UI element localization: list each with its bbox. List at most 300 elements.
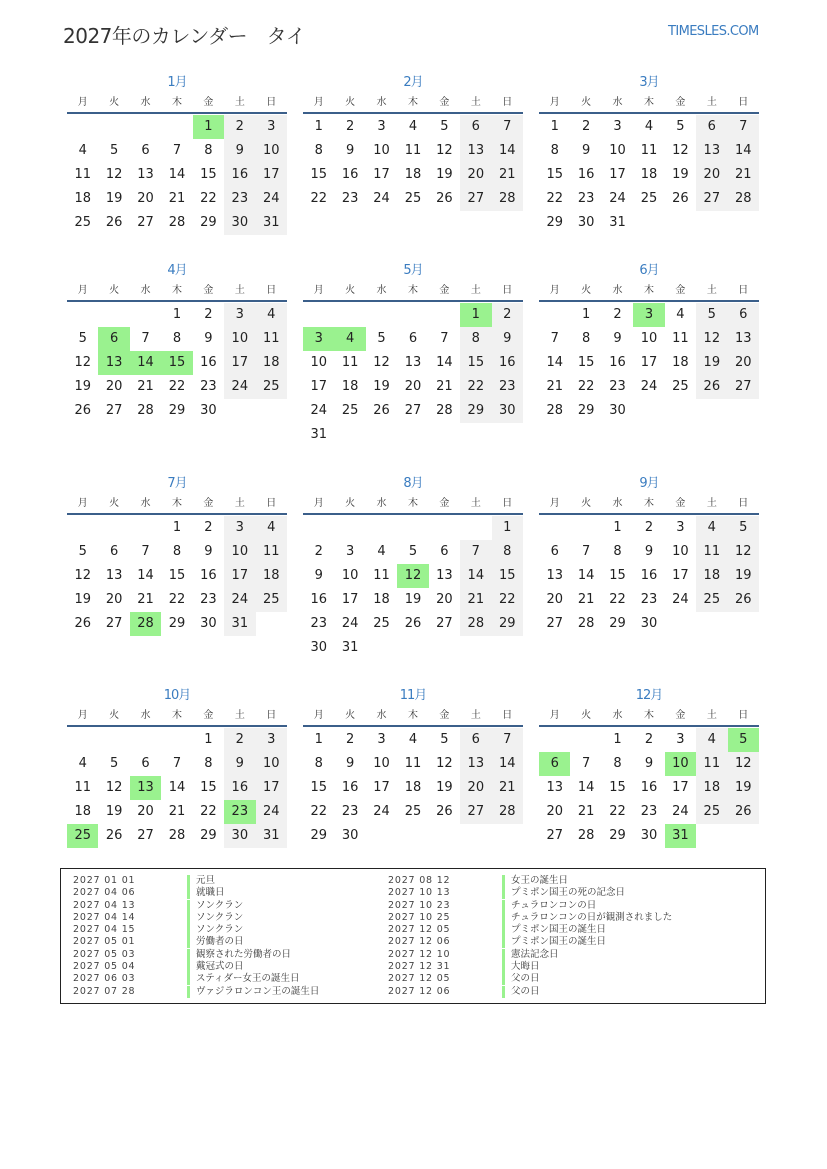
day-cell[interactable]: 17 <box>373 780 390 795</box>
day-cell[interactable]: 14 <box>492 752 523 776</box>
day-cell[interactable]: 23 <box>224 800 255 824</box>
day-cell[interactable]: 10 <box>665 752 696 776</box>
day-cell[interactable]: 29 <box>577 403 595 418</box>
day-cell[interactable]: 4 <box>78 756 87 771</box>
day-cell[interactable]: 11 <box>696 540 727 564</box>
day-cell[interactable]: 10 <box>256 139 287 163</box>
day-cell[interactable]: 6 <box>408 331 418 346</box>
day-cell[interactable]: 25 <box>672 379 689 394</box>
day-cell[interactable]: 22 <box>492 588 523 612</box>
day-cell[interactable]: 8 <box>172 544 182 559</box>
day-cell[interactable]: 15 <box>168 568 186 583</box>
day-cell[interactable]: 15 <box>310 167 327 182</box>
day-cell[interactable]: 15 <box>200 780 217 795</box>
day-cell[interactable]: 6 <box>550 544 559 559</box>
day-cell[interactable]: 17 <box>341 592 359 607</box>
day-cell[interactable]: 12 <box>696 327 727 351</box>
day-cell[interactable]: 4 <box>408 119 418 134</box>
day-cell[interactable]: 28 <box>137 403 154 418</box>
day-cell[interactable]: 22 <box>168 379 186 394</box>
day-cell[interactable]: 30 <box>224 211 255 235</box>
day-cell[interactable]: 21 <box>577 592 595 607</box>
day-cell[interactable]: 9 <box>581 143 591 158</box>
day-cell[interactable]: 22 <box>609 804 626 819</box>
day-cell[interactable]: 6 <box>109 544 119 559</box>
day-cell[interactable]: 11 <box>404 143 422 158</box>
day-cell[interactable]: 7 <box>581 544 591 559</box>
day-cell[interactable]: 9 <box>613 331 622 346</box>
day-cell[interactable]: 25 <box>404 804 422 819</box>
day-cell[interactable]: 15 <box>609 568 626 583</box>
day-cell[interactable]: 10 <box>373 143 390 158</box>
day-cell[interactable]: 8 <box>314 143 323 158</box>
day-cell[interactable]: 30 <box>577 215 595 230</box>
day-cell[interactable]: 7 <box>492 728 523 752</box>
day-cell[interactable]: 17 <box>672 568 689 583</box>
day-cell[interactable]: 30 <box>640 616 658 631</box>
day-cell[interactable]: 16 <box>640 568 658 583</box>
day-cell[interactable]: 19 <box>672 167 689 182</box>
day-cell[interactable]: 26 <box>696 375 727 399</box>
day-cell[interactable]: 31 <box>256 211 287 235</box>
day-cell[interactable]: 5 <box>109 756 119 771</box>
day-cell[interactable]: 23 <box>310 616 327 631</box>
day-cell[interactable]: 27 <box>105 616 123 631</box>
day-cell[interactable]: 19 <box>373 379 390 394</box>
day-cell[interactable]: 6 <box>141 143 150 158</box>
day-cell[interactable]: 18 <box>341 379 359 394</box>
day-cell[interactable]: 17 <box>224 351 255 375</box>
day-cell[interactable]: 28 <box>492 187 523 211</box>
day-cell[interactable]: 21 <box>492 776 523 800</box>
day-cell[interactable]: 12 <box>105 167 123 182</box>
day-cell[interactable]: 24 <box>224 588 255 612</box>
day-cell[interactable]: 8 <box>204 143 213 158</box>
day-cell[interactable]: 3 <box>224 516 255 540</box>
day-cell[interactable]: 28 <box>546 403 563 418</box>
day-cell[interactable]: 11 <box>256 540 287 564</box>
day-cell[interactable]: 11 <box>404 756 422 771</box>
day-cell[interactable]: 4 <box>78 143 87 158</box>
day-cell[interactable]: 5 <box>440 732 449 747</box>
day-cell[interactable]: 31 <box>341 640 359 655</box>
day-cell[interactable]: 5 <box>109 143 119 158</box>
day-cell[interactable]: 9 <box>345 143 355 158</box>
day-cell[interactable]: 1 <box>460 303 491 327</box>
day-cell[interactable]: 6 <box>460 115 491 139</box>
day-cell[interactable]: 11 <box>672 331 689 346</box>
day-cell[interactable]: 1 <box>172 520 182 535</box>
day-cell[interactable]: 26 <box>728 588 759 612</box>
day-cell[interactable]: 9 <box>204 331 213 346</box>
day-cell[interactable]: 30 <box>492 399 523 423</box>
day-cell[interactable]: 9 <box>224 752 255 776</box>
day-cell[interactable]: 1 <box>314 732 323 747</box>
day-cell[interactable]: 25 <box>256 375 287 399</box>
day-cell[interactable]: 25 <box>373 616 390 631</box>
day-cell[interactable]: 25 <box>341 403 359 418</box>
day-cell[interactable]: 1 <box>172 307 182 322</box>
day-cell[interactable]: 16 <box>609 355 626 370</box>
day-cell[interactable]: 27 <box>696 187 727 211</box>
day-cell[interactable]: 13 <box>130 776 161 800</box>
day-cell[interactable]: 23 <box>640 592 658 607</box>
day-cell[interactable]: 11 <box>696 752 727 776</box>
day-cell[interactable]: 18 <box>74 804 91 819</box>
day-cell[interactable]: 20 <box>460 163 491 187</box>
day-cell[interactable]: 22 <box>310 191 327 206</box>
day-cell[interactable]: 5 <box>696 303 727 327</box>
day-cell[interactable]: 14 <box>460 564 491 588</box>
day-cell[interactable]: 20 <box>436 592 453 607</box>
day-cell[interactable]: 19 <box>696 351 727 375</box>
day-cell[interactable]: 6 <box>728 303 759 327</box>
day-cell[interactable]: 4 <box>256 303 287 327</box>
day-cell[interactable]: 8 <box>550 143 559 158</box>
day-cell[interactable]: 22 <box>546 191 563 206</box>
day-cell[interactable]: 13 <box>696 139 727 163</box>
day-cell[interactable]: 2 <box>345 119 355 134</box>
day-cell[interactable]: 19 <box>74 592 91 607</box>
day-cell[interactable]: 22 <box>200 191 217 206</box>
day-cell[interactable]: 18 <box>696 776 727 800</box>
day-cell[interactable]: 27 <box>460 187 491 211</box>
day-cell[interactable]: 8 <box>613 544 622 559</box>
day-cell[interactable]: 31 <box>609 215 626 230</box>
day-cell[interactable]: 23 <box>640 804 658 819</box>
day-cell[interactable]: 25 <box>696 588 727 612</box>
day-cell[interactable]: 30 <box>200 403 217 418</box>
day-cell[interactable]: 8 <box>172 331 182 346</box>
day-cell[interactable]: 24 <box>224 375 255 399</box>
day-cell[interactable]: 30 <box>310 640 327 655</box>
day-cell[interactable]: 17 <box>256 776 287 800</box>
day-cell[interactable]: 3 <box>303 327 334 351</box>
day-cell[interactable]: 24 <box>672 592 689 607</box>
day-cell[interactable]: 11 <box>640 143 658 158</box>
day-cell[interactable]: 4 <box>696 516 727 540</box>
day-cell[interactable]: 27 <box>404 403 422 418</box>
day-cell[interactable]: 13 <box>460 139 491 163</box>
day-cell[interactable]: 29 <box>310 828 327 843</box>
day-cell[interactable]: 4 <box>256 516 287 540</box>
day-cell[interactable]: 26 <box>404 616 422 631</box>
day-cell[interactable]: 21 <box>546 379 563 394</box>
day-cell[interactable]: 14 <box>577 568 595 583</box>
day-cell[interactable]: 11 <box>373 568 390 583</box>
day-cell[interactable]: 15 <box>161 351 192 375</box>
day-cell[interactable]: 25 <box>74 215 91 230</box>
day-cell[interactable]: 1 <box>550 119 559 134</box>
day-cell[interactable]: 12 <box>728 540 759 564</box>
day-cell[interactable]: 4 <box>377 544 386 559</box>
day-cell[interactable]: 26 <box>672 191 689 206</box>
day-cell[interactable]: 13 <box>546 780 563 795</box>
day-cell[interactable]: 7 <box>581 756 591 771</box>
day-cell[interactable]: 21 <box>137 379 154 394</box>
day-cell[interactable]: 16 <box>492 351 523 375</box>
day-cell[interactable]: 20 <box>546 804 563 819</box>
day-cell[interactable]: 4 <box>644 119 654 134</box>
day-cell[interactable]: 19 <box>74 379 91 394</box>
day-cell[interactable]: 16 <box>577 167 595 182</box>
day-cell[interactable]: 24 <box>640 379 658 394</box>
day-cell[interactable]: 12 <box>105 780 123 795</box>
day-cell[interactable]: 18 <box>373 592 390 607</box>
day-cell[interactable]: 16 <box>224 163 255 187</box>
day-cell[interactable]: 15 <box>492 564 523 588</box>
day-cell[interactable]: 26 <box>373 403 390 418</box>
day-cell[interactable]: 5 <box>377 331 386 346</box>
day-cell[interactable]: 7 <box>172 756 182 771</box>
day-cell[interactable]: 25 <box>640 191 658 206</box>
day-cell[interactable]: 8 <box>314 756 323 771</box>
day-cell[interactable]: 16 <box>200 355 217 370</box>
day-cell[interactable]: 1 <box>613 732 622 747</box>
day-cell[interactable]: 17 <box>310 379 327 394</box>
day-cell[interactable]: 27 <box>105 403 123 418</box>
day-cell[interactable]: 29 <box>609 828 626 843</box>
day-cell[interactable]: 10 <box>609 143 626 158</box>
day-cell[interactable]: 8 <box>613 756 622 771</box>
day-cell[interactable]: 18 <box>256 351 287 375</box>
day-cell[interactable]: 27 <box>137 828 154 843</box>
day-cell[interactable]: 12 <box>74 355 91 370</box>
day-cell[interactable]: 13 <box>98 351 129 375</box>
day-cell[interactable]: 26 <box>74 403 91 418</box>
day-cell[interactable]: 17 <box>224 564 255 588</box>
day-cell[interactable]: 24 <box>310 403 327 418</box>
day-cell[interactable]: 2 <box>644 732 654 747</box>
day-cell[interactable]: 13 <box>436 568 453 583</box>
day-cell[interactable]: 23 <box>341 191 359 206</box>
day-cell[interactable]: 24 <box>256 800 287 824</box>
day-cell[interactable]: 8 <box>581 331 591 346</box>
day-cell[interactable]: 14 <box>436 355 453 370</box>
day-cell[interactable]: 20 <box>137 191 154 206</box>
day-cell[interactable]: 14 <box>137 568 154 583</box>
day-cell[interactable]: 10 <box>310 355 327 370</box>
day-cell[interactable]: 9 <box>644 756 654 771</box>
day-cell[interactable]: 5 <box>78 544 87 559</box>
day-cell[interactable]: 14 <box>168 167 186 182</box>
day-cell[interactable]: 3 <box>224 303 255 327</box>
day-cell[interactable]: 2 <box>644 520 654 535</box>
day-cell[interactable]: 30 <box>640 828 658 843</box>
day-cell[interactable]: 2 <box>224 115 255 139</box>
day-cell[interactable]: 29 <box>492 612 523 636</box>
day-cell[interactable]: 15 <box>200 167 217 182</box>
day-cell[interactable]: 24 <box>256 187 287 211</box>
day-cell[interactable]: 11 <box>74 780 91 795</box>
day-cell[interactable]: 25 <box>696 800 727 824</box>
day-cell[interactable]: 19 <box>105 804 123 819</box>
day-cell[interactable]: 17 <box>640 355 658 370</box>
day-cell[interactable]: 1 <box>492 516 523 540</box>
day-cell[interactable]: 3 <box>377 119 386 134</box>
day-cell[interactable]: 24 <box>672 804 689 819</box>
day-cell[interactable]: 2 <box>345 732 355 747</box>
day-cell[interactable]: 24 <box>341 616 359 631</box>
day-cell[interactable]: 21 <box>577 804 595 819</box>
day-cell[interactable]: 27 <box>436 616 453 631</box>
day-cell[interactable]: 5 <box>728 516 759 540</box>
day-cell[interactable]: 2 <box>204 520 213 535</box>
day-cell[interactable]: 30 <box>224 824 255 848</box>
day-cell[interactable]: 20 <box>137 804 154 819</box>
day-cell[interactable]: 15 <box>460 351 491 375</box>
day-cell[interactable]: 11 <box>341 355 359 370</box>
day-cell[interactable]: 2 <box>613 307 622 322</box>
day-cell[interactable]: 18 <box>404 167 422 182</box>
day-cell[interactable]: 25 <box>67 824 98 848</box>
day-cell[interactable]: 22 <box>460 375 491 399</box>
day-cell[interactable]: 14 <box>728 139 759 163</box>
day-cell[interactable]: 26 <box>436 804 453 819</box>
day-cell[interactable]: 31 <box>665 824 696 848</box>
day-cell[interactable]: 31 <box>256 824 287 848</box>
day-cell[interactable]: 5 <box>440 119 449 134</box>
day-cell[interactable]: 12 <box>436 143 453 158</box>
day-cell[interactable]: 3 <box>613 119 622 134</box>
day-cell[interactable]: 9 <box>644 544 654 559</box>
day-cell[interactable]: 28 <box>168 215 186 230</box>
day-cell[interactable]: 16 <box>341 780 359 795</box>
day-cell[interactable]: 20 <box>696 163 727 187</box>
day-cell[interactable]: 23 <box>341 804 359 819</box>
day-cell[interactable]: 2 <box>224 728 255 752</box>
day-cell[interactable]: 15 <box>310 780 327 795</box>
day-cell[interactable]: 10 <box>224 540 255 564</box>
day-cell[interactable]: 2 <box>314 544 323 559</box>
day-cell[interactable]: 21 <box>168 191 186 206</box>
day-cell[interactable]: 27 <box>546 828 563 843</box>
day-cell[interactable]: 2 <box>204 307 213 322</box>
day-cell[interactable]: 7 <box>460 540 491 564</box>
day-cell[interactable]: 8 <box>492 540 523 564</box>
day-cell[interactable]: 10 <box>341 568 359 583</box>
day-cell[interactable]: 10 <box>256 752 287 776</box>
day-cell[interactable]: 29 <box>546 215 563 230</box>
day-cell[interactable]: 22 <box>577 379 595 394</box>
day-cell[interactable]: 3 <box>377 732 386 747</box>
day-cell[interactable]: 1 <box>193 115 224 139</box>
day-cell[interactable]: 26 <box>728 800 759 824</box>
day-cell[interactable]: 5 <box>408 544 418 559</box>
day-cell[interactable]: 19 <box>105 191 123 206</box>
day-cell[interactable]: 4 <box>696 728 727 752</box>
day-cell[interactable]: 26 <box>436 191 453 206</box>
day-cell[interactable]: 21 <box>436 379 453 394</box>
day-cell[interactable]: 14 <box>168 780 186 795</box>
day-cell[interactable]: 27 <box>460 800 491 824</box>
day-cell[interactable]: 9 <box>204 544 213 559</box>
day-cell[interactable]: 6 <box>98 327 129 351</box>
day-cell[interactable]: 13 <box>137 167 154 182</box>
day-cell[interactable]: 7 <box>141 331 150 346</box>
day-cell[interactable]: 21 <box>492 163 523 187</box>
day-cell[interactable]: 10 <box>672 544 689 559</box>
day-cell[interactable]: 16 <box>640 780 658 795</box>
day-cell[interactable]: 28 <box>492 800 523 824</box>
day-cell[interactable]: 28 <box>728 187 759 211</box>
day-cell[interactable]: 6 <box>141 756 150 771</box>
day-cell[interactable]: 1 <box>581 307 591 322</box>
day-cell[interactable]: 7 <box>728 115 759 139</box>
day-cell[interactable]: 14 <box>130 351 161 375</box>
day-cell[interactable]: 24 <box>609 191 626 206</box>
day-cell[interactable]: 5 <box>728 728 759 752</box>
day-cell[interactable]: 22 <box>609 592 626 607</box>
site-logo[interactable]: TIMESLES.COM <box>668 24 759 39</box>
day-cell[interactable]: 24 <box>373 804 390 819</box>
day-cell[interactable]: 7 <box>440 331 449 346</box>
day-cell[interactable]: 19 <box>728 776 759 800</box>
day-cell[interactable]: 25 <box>404 191 422 206</box>
day-cell[interactable]: 17 <box>373 167 390 182</box>
day-cell[interactable]: 11 <box>74 167 91 182</box>
day-cell[interactable]: 8 <box>204 756 213 771</box>
day-cell[interactable]: 13 <box>404 355 422 370</box>
day-cell[interactable]: 18 <box>256 564 287 588</box>
day-cell[interactable]: 17 <box>672 780 689 795</box>
day-cell[interactable]: 29 <box>200 215 217 230</box>
day-cell[interactable]: 23 <box>224 187 255 211</box>
day-cell[interactable]: 5 <box>78 331 87 346</box>
day-cell[interactable]: 18 <box>696 564 727 588</box>
day-cell[interactable]: 23 <box>609 379 626 394</box>
day-cell[interactable]: 28 <box>577 828 595 843</box>
day-cell[interactable]: 15 <box>609 780 626 795</box>
day-cell[interactable]: 26 <box>105 215 123 230</box>
day-cell[interactable]: 1 <box>613 520 622 535</box>
day-cell[interactable]: 21 <box>137 592 154 607</box>
day-cell[interactable]: 7 <box>550 331 559 346</box>
day-cell[interactable]: 16 <box>341 167 359 182</box>
day-cell[interactable]: 3 <box>345 544 355 559</box>
day-cell[interactable]: 6 <box>440 544 449 559</box>
day-cell[interactable]: 18 <box>404 780 422 795</box>
day-cell[interactable]: 31 <box>310 427 327 442</box>
day-cell[interactable]: 10 <box>373 756 390 771</box>
day-cell[interactable]: 1 <box>314 119 323 134</box>
day-cell[interactable]: 19 <box>436 167 453 182</box>
day-cell[interactable]: 21 <box>460 588 491 612</box>
day-cell[interactable]: 10 <box>640 331 658 346</box>
day-cell[interactable]: 29 <box>168 616 186 631</box>
day-cell[interactable]: 3 <box>256 115 287 139</box>
day-cell[interactable]: 29 <box>168 403 186 418</box>
day-cell[interactable]: 4 <box>676 307 685 322</box>
day-cell[interactable]: 28 <box>130 612 161 636</box>
day-cell[interactable]: 12 <box>397 564 428 588</box>
day-cell[interactable]: 21 <box>728 163 759 187</box>
day-cell[interactable]: 5 <box>676 119 685 134</box>
day-cell[interactable]: 29 <box>460 399 491 423</box>
day-cell[interactable]: 18 <box>640 167 658 182</box>
day-cell[interactable]: 16 <box>310 592 327 607</box>
day-cell[interactable]: 20 <box>546 592 563 607</box>
day-cell[interactable]: 23 <box>492 375 523 399</box>
day-cell[interactable]: 13 <box>728 327 759 351</box>
day-cell[interactable]: 3 <box>676 732 685 747</box>
day-cell[interactable]: 17 <box>256 163 287 187</box>
day-cell[interactable]: 12 <box>74 568 91 583</box>
day-cell[interactable]: 10 <box>224 327 255 351</box>
day-cell[interactable]: 31 <box>224 612 255 636</box>
day-cell[interactable]: 7 <box>141 544 150 559</box>
day-cell[interactable]: 28 <box>460 612 491 636</box>
